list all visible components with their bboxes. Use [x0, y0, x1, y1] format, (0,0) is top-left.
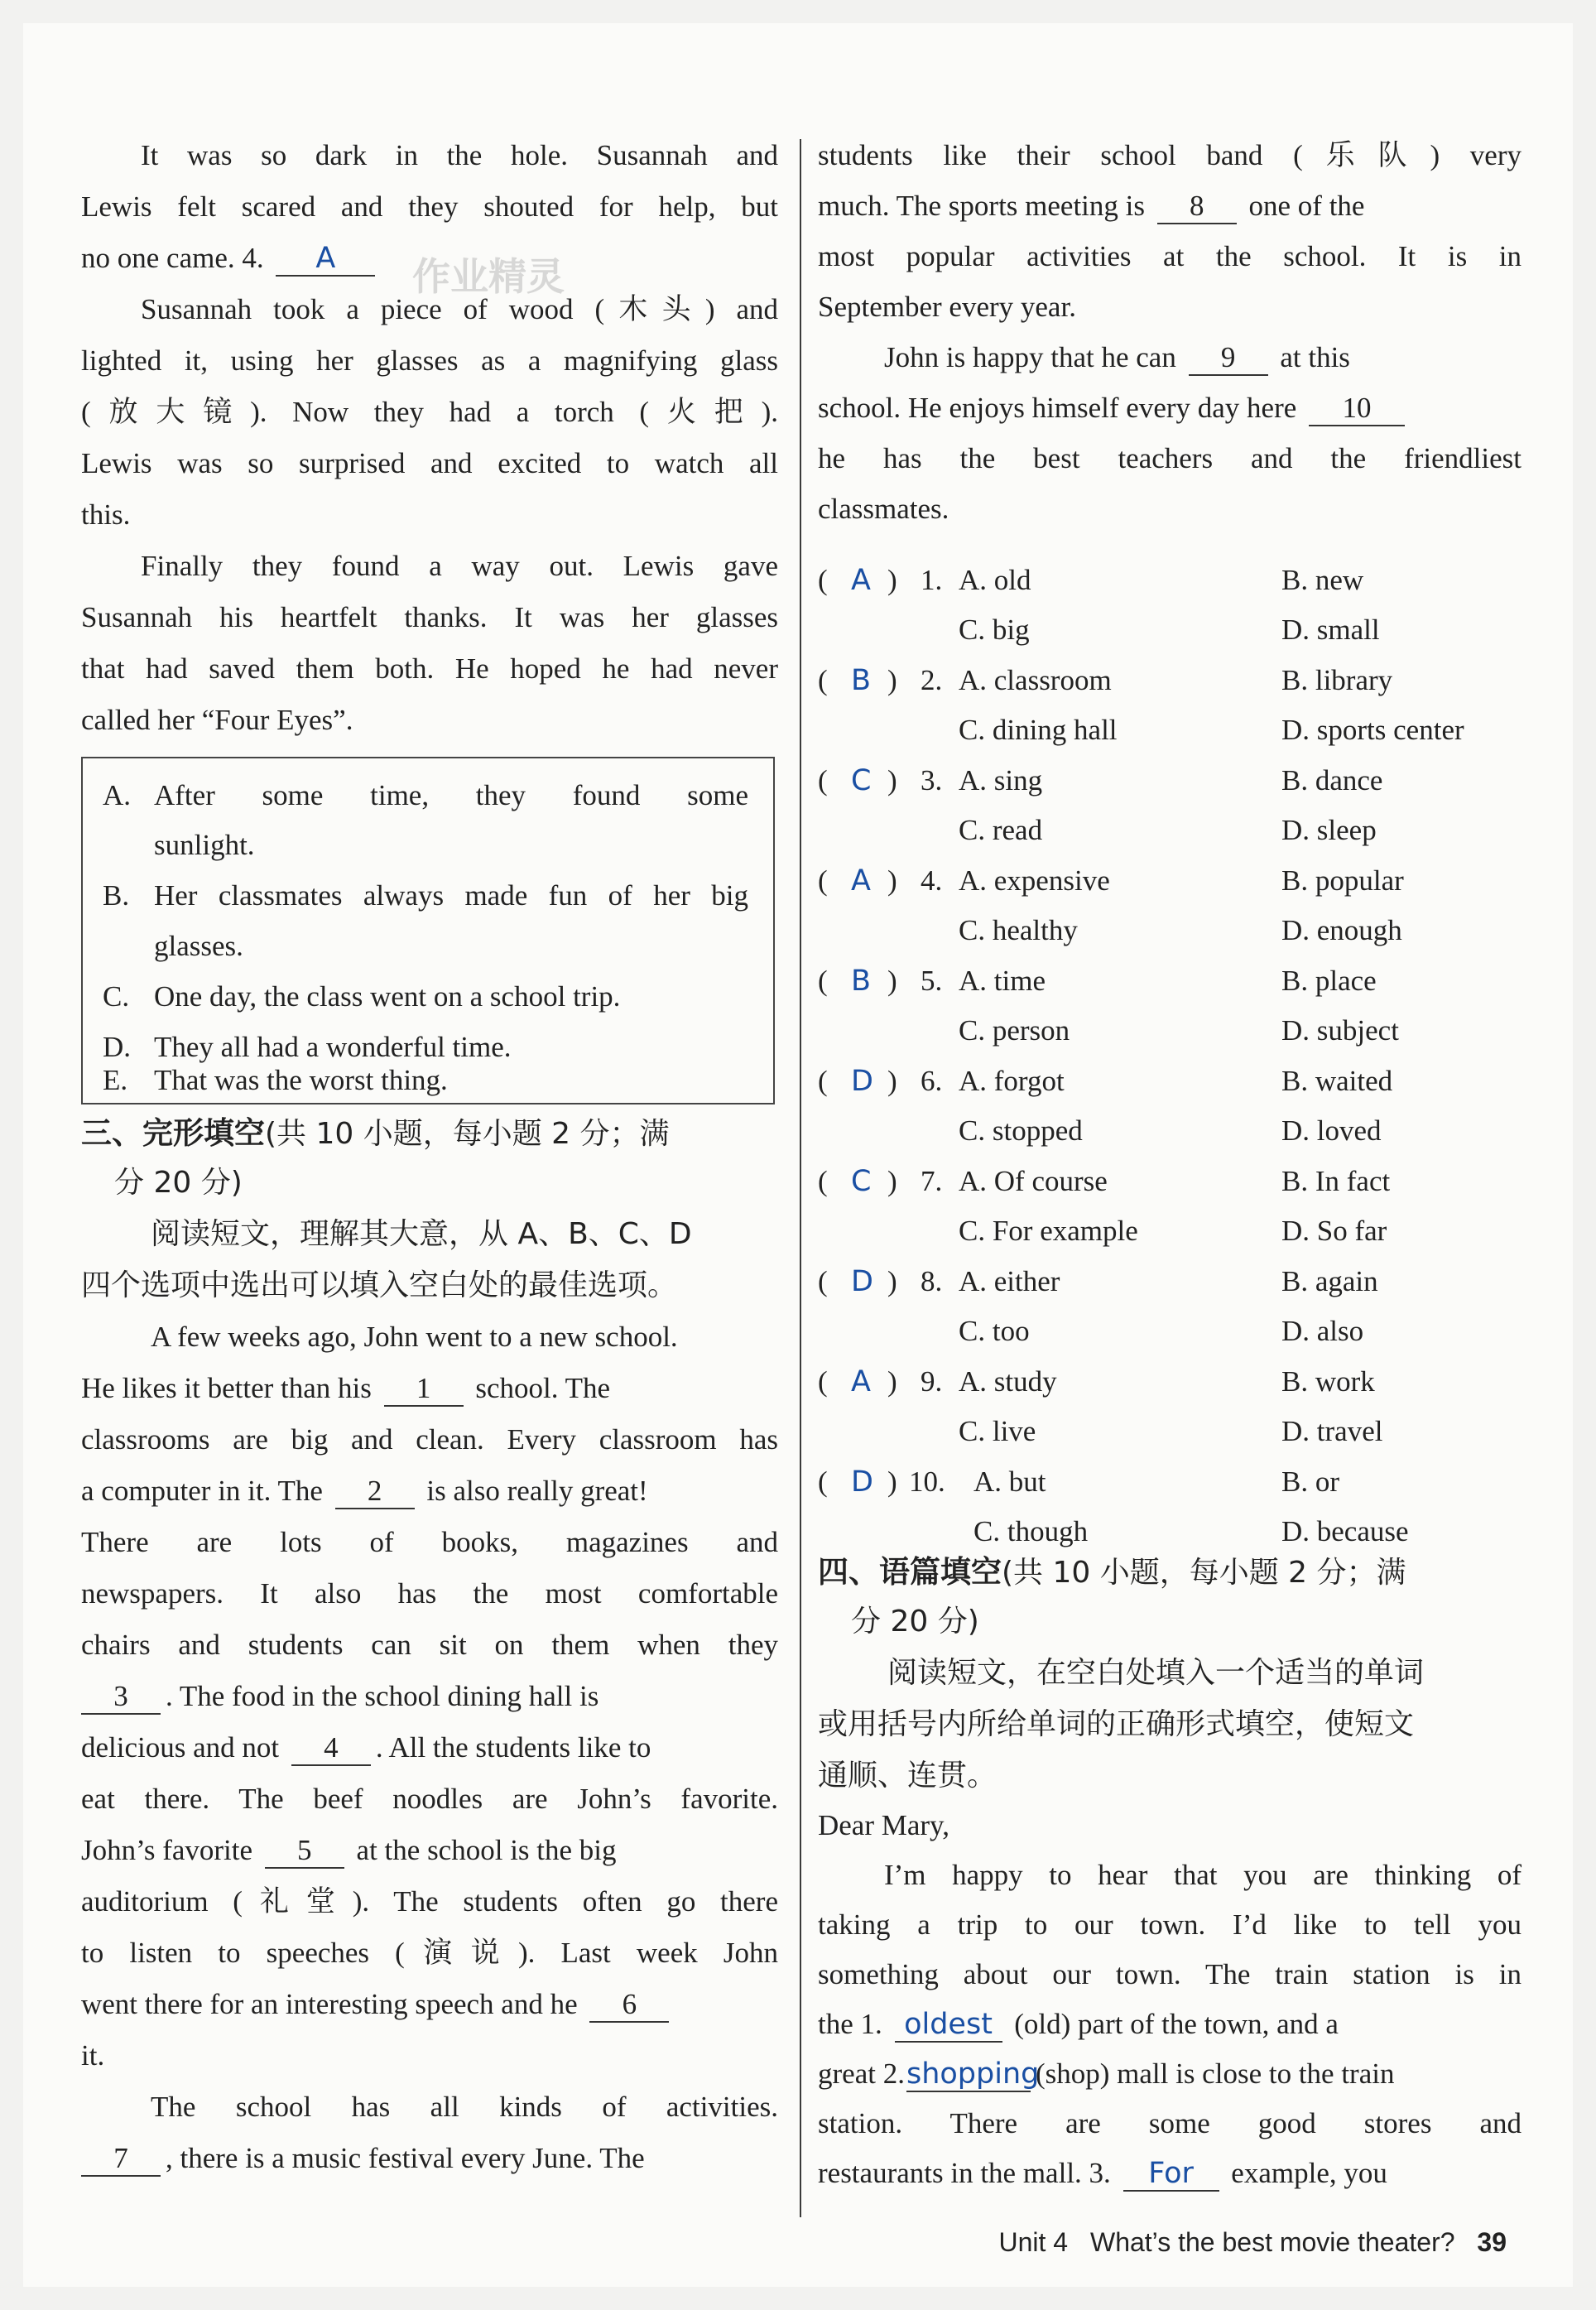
option-b: B. library [1281, 664, 1393, 696]
text-line: 7 , there is a music festival every June. The [81, 2138, 778, 2179]
text-line: eat there. The beef noodles are John’s favorite. [81, 1783, 778, 1815]
paren-close: ) [887, 1465, 897, 1498]
section-3-title-cont: 分 20 分) [114, 1166, 243, 1200]
question-row [818, 556, 1521, 605]
option-b: B. dance [1281, 764, 1383, 796]
question-number: 6. [921, 1065, 943, 1097]
instruction: 阅读短文，在空白处填入一个适当的单词 [887, 1656, 1425, 1690]
text-line: taking a trip to our town. I’d like to tell you [818, 1908, 1521, 1941]
question-number: 7. [921, 1165, 943, 1197]
answer-letter: D [851, 1065, 873, 1098]
question-row-2 [818, 806, 1521, 855]
option-a: A. old [959, 564, 1031, 596]
paren-close: ) [887, 1065, 897, 1097]
box-option: They all had a wonderful time. [154, 1031, 512, 1063]
paren-close: ) [887, 864, 897, 897]
option-b: B. or [1281, 1465, 1339, 1498]
page [23, 23, 1573, 2287]
text-line: I’m happy to hear that you are thinking of [884, 1859, 1521, 1891]
option-a: A. but [973, 1465, 1046, 1498]
answer-for: For [1123, 2157, 1219, 2192]
option-c: C. read [959, 814, 1043, 846]
box-letter: E. [103, 1064, 128, 1096]
blank-6: 6 [589, 1988, 669, 2023]
text-line: classrooms are big and clean. Every classroom has [81, 1423, 778, 1456]
text-line: Lewis felt scared and they shouted for help, but [81, 190, 778, 223]
paren-close: ) [887, 664, 897, 696]
text-line: Lewis was so surprised and excited to watch all [81, 447, 778, 479]
text-line: much. The sports meeting is 8 one of the [818, 185, 1521, 227]
blank-3: 3 [81, 1680, 161, 1715]
footer-title: What’s the best movie theater? [1089, 2227, 1455, 2257]
paren-open: ( [818, 664, 828, 696]
option-d: D. also [1281, 1315, 1364, 1347]
option-a: A. expensive [959, 864, 1110, 897]
box-option: glasses. [154, 930, 243, 962]
paren-close: ) [887, 965, 897, 997]
text-line: restaurants in the mall. 3. For example, you [818, 2157, 1387, 2190]
text-line: went there for an interesting speech and he 6 [81, 1984, 778, 2025]
question-number: 4. [921, 864, 943, 897]
option-a: A. study [959, 1365, 1057, 1398]
question-row [818, 656, 1521, 705]
text-line: that had saved them both. He hoped he had never [81, 652, 778, 685]
paren-close: ) [887, 764, 897, 796]
text-line: a computer in it. The 2 is also really great! [81, 1470, 778, 1512]
question-row-2 [818, 1407, 1521, 1456]
box-letter: B. [103, 879, 130, 912]
question-number: 2. [921, 664, 943, 696]
letter-greeting: Dear Mary, [818, 1809, 950, 1841]
answer-letter: C [851, 764, 872, 797]
text-line: September every year. [818, 291, 1076, 323]
paren-close: ) [887, 1265, 897, 1297]
option-b: B. work [1281, 1365, 1375, 1398]
question-row [818, 1056, 1521, 1106]
text-line: John is happy that he can 9 at this [884, 337, 1521, 378]
answer-oldest: oldest [895, 2008, 1002, 2043]
question-row [818, 1157, 1521, 1206]
text-line: John’s favorite 5 at the school is the big [81, 1830, 778, 1871]
option-a: A. sing [959, 764, 1043, 796]
paren-open: ( [818, 564, 828, 596]
paren-open: ( [818, 1365, 828, 1398]
blank-9: 9 [1189, 341, 1268, 376]
option-d: D. enough [1281, 914, 1402, 946]
text-line: delicious and not 4 . All the students like to [81, 1727, 778, 1769]
option-c: C. live [959, 1415, 1036, 1447]
answer-letter: B [851, 965, 872, 998]
answer-letter: A [851, 564, 871, 597]
instruction: 阅读短文，理解其大意，从 A、B、C、D [151, 1217, 692, 1251]
paren-open: ( [818, 1065, 828, 1097]
text-line: A few weeks ago, John went to a new school. [151, 1321, 678, 1353]
box-option: Her classmates always made fun of her big [154, 879, 748, 912]
watermark-stamp: 作业精灵 [412, 254, 565, 299]
option-c: C. dining hall [959, 714, 1118, 746]
text-line: newspapers. It also has the most comfortable [81, 1577, 778, 1610]
box-letter: C. [103, 980, 130, 1013]
box-option: After some time, they found some [154, 779, 748, 811]
option-c: C. too [959, 1315, 1030, 1347]
option-c: C. though [973, 1515, 1089, 1547]
paren-close: ) [887, 1165, 897, 1197]
option-d: D. travel [1281, 1415, 1383, 1447]
paren-open: ( [818, 864, 828, 897]
option-b: B. In fact [1281, 1165, 1391, 1197]
question-row [818, 1257, 1521, 1307]
text-line: it. [81, 2039, 105, 2072]
option-a: A. either [959, 1265, 1060, 1297]
box-option: One day, the class went on a school trip. [154, 980, 621, 1013]
text-line: Finally they found a way out. Lewis gave [141, 550, 778, 582]
text-line: lighted it, using her glasses as a magnifying glass [81, 344, 778, 377]
question-row-2 [818, 605, 1521, 655]
box-letter: D. [103, 1031, 132, 1063]
answer-letter: D [851, 1265, 873, 1298]
question-row-2 [818, 1507, 1521, 1557]
paren-open: ( [818, 764, 828, 796]
option-d: D. subject [1281, 1014, 1399, 1047]
paren-close: ) [887, 1365, 897, 1398]
question-number: 10. [909, 1465, 945, 1498]
question-row-2 [818, 1106, 1521, 1156]
option-b: B. again [1281, 1265, 1378, 1297]
paren-open: ( [818, 1165, 828, 1197]
question-row-2 [818, 1206, 1521, 1256]
option-a: A. classroom [959, 664, 1112, 696]
text-line: most popular activities at the school. It is in [818, 240, 1521, 272]
column-divider [800, 139, 801, 2217]
option-c: C. big [959, 614, 1030, 646]
option-box [81, 757, 775, 1104]
answer-letter: D [851, 1465, 873, 1499]
text-line: The school has all kinds of activities. [151, 2091, 778, 2123]
text-line: this. [81, 498, 131, 531]
text-line: students like their school band (乐队) very [818, 139, 1521, 171]
text-line: auditorium (礼堂). The students often go there [81, 1885, 778, 1918]
answer-letter: B [851, 664, 872, 697]
option-c: C. For example [959, 1215, 1138, 1247]
question-row-2 [818, 906, 1521, 955]
text-line: school. He enjoys himself every day here 10 [818, 387, 1521, 429]
question-row [818, 756, 1521, 806]
answer-letter: C [851, 1165, 872, 1198]
option-b: B. new [1281, 564, 1364, 596]
paren-close: ) [887, 564, 897, 596]
text-line: he has the best teachers and the friendliest [818, 442, 1521, 474]
text-line: He likes it better than his 1 school. The [81, 1368, 778, 1409]
question-number: 3. [921, 764, 943, 796]
option-d: D. So far [1281, 1215, 1387, 1247]
option-b: B. popular [1281, 864, 1404, 897]
page-number: 39 [1477, 2227, 1507, 2257]
answer-shopping: shopping [906, 2057, 1040, 2091]
footer-unit: Unit 4 [998, 2227, 1069, 2257]
box-letter: A. [103, 779, 132, 811]
question-number: 1. [921, 564, 943, 596]
text-line: There are lots of books, magazines and [81, 1526, 778, 1558]
option-a: A. time [959, 965, 1046, 997]
option-d: D. sports center [1281, 714, 1464, 746]
option-b: B. waited [1281, 1065, 1393, 1097]
question-number: 5. [921, 965, 943, 997]
option-d: D. loved [1281, 1114, 1382, 1147]
text-line: something about our town. The train station is in [818, 1958, 1521, 1990]
text-line: chairs and students can sit on them when they [81, 1629, 778, 1661]
option-a: A. forgot [959, 1065, 1065, 1097]
text-line: classmates. [818, 493, 949, 525]
question-row [818, 956, 1521, 1006]
text-line: great 2.shopping(shop) mall is close to the train [818, 2057, 1395, 2091]
answer-letter: A [851, 864, 871, 898]
text-line: Susannah his heartfelt thanks. It was her glasses [81, 601, 778, 633]
answer-4-top: A [315, 242, 336, 275]
text-line: It was so dark in the hole. Susannah and [141, 139, 778, 171]
question-row [818, 1357, 1521, 1407]
option-c: C. healthy [959, 914, 1078, 946]
instruction: 或用括号内所给单词的正确形式填空，使短文 [818, 1707, 1415, 1741]
paren-open: ( [818, 1265, 828, 1297]
paren-open: ( [818, 965, 828, 997]
option-b: B. place [1281, 965, 1377, 997]
question-row [818, 856, 1521, 906]
blank-5: 5 [265, 1834, 344, 1869]
text-line: Susannah took a piece of wood (木头) and [141, 293, 778, 325]
question-row-2 [818, 705, 1521, 755]
box-option: sunlight. [154, 829, 255, 861]
text-line: called her “Four Eyes”. [81, 704, 353, 736]
blank-10: 10 [1309, 392, 1405, 426]
question-number: 8. [921, 1265, 943, 1297]
blank-2: 2 [335, 1475, 415, 1509]
text-line: (放大镜). Now they had a torch (火把). [81, 396, 778, 428]
section-4-title: 四、语篇填空(共 10 小题，每小题 2 分；满 [818, 1554, 1406, 1590]
text-line: station. There are some good stores and [818, 2107, 1521, 2139]
option-d: D. sleep [1281, 814, 1377, 846]
blank-7: 7 [81, 2142, 161, 2177]
text-line: the 1. oldest (old) part of the town, and a [818, 2008, 1339, 2041]
section-4-title-cont: 分 20 分) [851, 1605, 979, 1639]
question-number: 9. [921, 1365, 943, 1398]
paren-open: ( [818, 1465, 828, 1498]
option-d: D. small [1281, 614, 1380, 646]
instruction: 通顺、连贯。 [818, 1759, 997, 1793]
option-a: A. Of course [959, 1165, 1108, 1197]
box-option: That was the worst thing. [154, 1064, 448, 1096]
blank-1: 1 [384, 1372, 464, 1407]
question-row [818, 1457, 1521, 1507]
question-row-2 [818, 1307, 1521, 1356]
question-row-2 [818, 1006, 1521, 1056]
page-footer [999, 2221, 1507, 2263]
option-c: C. stopped [959, 1114, 1083, 1147]
text-line: to listen to speeches (演说). Last week John [81, 1937, 778, 1969]
answer-letter: A [851, 1365, 871, 1398]
text-line: 3 . The food in the school dining hall is [81, 1676, 778, 1717]
text-line: no one came. 4. A [81, 238, 380, 279]
instruction: 四个选项中选出可以填入空白处的最佳选项。 [81, 1268, 678, 1302]
option-c: C. person [959, 1014, 1070, 1047]
section-3-title: 三、完形填空(共 10 小题，每小题 2 分；满 [81, 1115, 670, 1151]
blank-4: 4 [291, 1731, 371, 1766]
option-d: D. because [1281, 1515, 1409, 1547]
blank-8: 8 [1157, 190, 1237, 224]
